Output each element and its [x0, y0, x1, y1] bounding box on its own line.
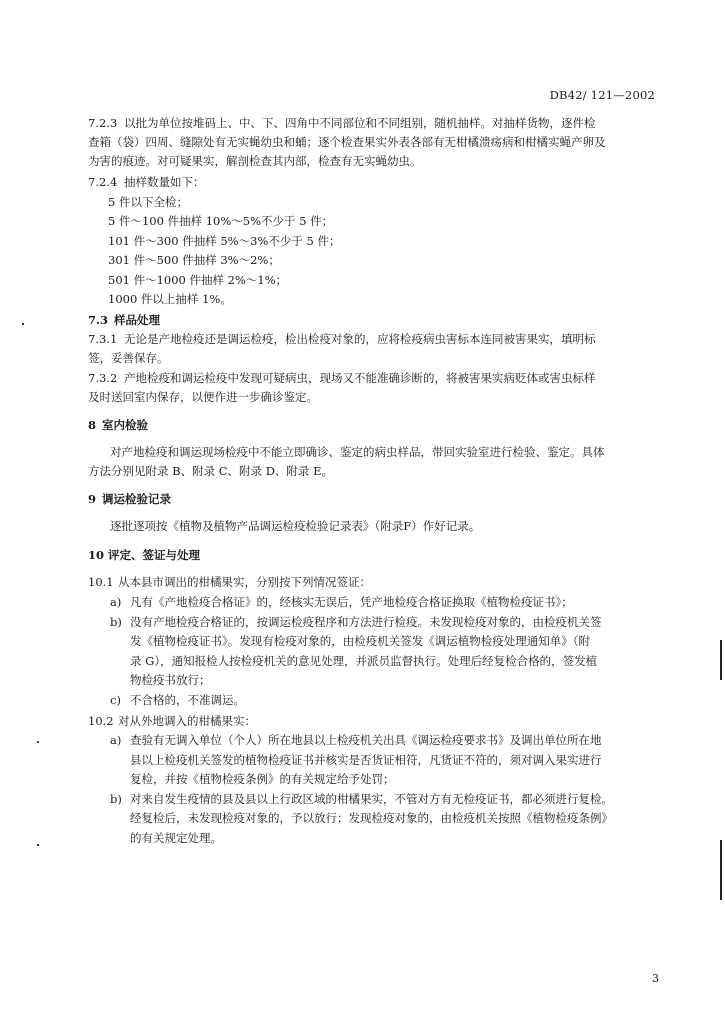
list-text: 凡有《产地检疫合格证》的，经核实无误后，凭产地检疫合格证换取《植物检疫证书》；	[130, 595, 573, 609]
sampling-rule: 301 件～500 件抽样 3%～2%；	[108, 253, 280, 267]
section-title: 调运检验记录	[102, 492, 171, 506]
standard-code: DB42/ 121—2002	[549, 88, 655, 102]
list-item-a-line-2: 县以上检疫机关签发的植物检疫证书并核实是否货证相符，凡货证不符的，须对调入果实进行	[130, 753, 602, 767]
list-item-b-line-2: 经复检后，未发现检疫对象的，予以放行；发现检疫对象的，由检疫机关按照《植物检疫条例》	[130, 811, 613, 825]
list-marker: a)	[110, 733, 122, 747]
clause-text: 以批为单位按堆码上、中、下、四角中不同部位和不同组别，随机抽样。对抽样货物，逐件检	[124, 116, 596, 130]
clause-number: 7.2.3	[88, 116, 118, 130]
clause-7-2-3-line-2: 查箱（袋）四周、缝隙处有无实蝇幼虫和蛹；逐个检查果实外表各部有无柑橘溃疡病和柑橘实蝇产卵及	[88, 135, 606, 149]
list-text: 不合格的，不准调运。	[130, 693, 245, 707]
sampling-rule: 501 件～1000 件抽样 2%～1%；	[108, 273, 288, 287]
clause-text: 产地检疫和调运检疫中发现可疑病虫，现场又不能准确诊断的，将被害果实病贬体或害虫标样	[124, 371, 596, 385]
scan-speck	[22, 323, 24, 325]
clause-number: 10.2	[88, 714, 114, 728]
sampling-rule: 5 件以下全检；	[108, 195, 188, 209]
paragraph-8-line-2: 方法分别见附录 B、附录 C、附录 D、附录 E。	[88, 464, 333, 478]
section-number: 10	[88, 548, 105, 562]
list-item-b-line-3: 的有关规定处理。	[130, 831, 222, 845]
list-item-b-line-4: 物检疫书放行；	[130, 673, 211, 687]
clause-text: 无论是产地检疫还是调运检疫，检出检疫对象的，应将检疫病虫害标本连同被害果实，填明标	[124, 332, 596, 346]
sampling-rule: 101 件～300 件抽样 5%～3%不少于 5 件；	[108, 234, 341, 248]
clause-text: 抽样数量如下：	[124, 175, 205, 189]
list-marker: b)	[110, 615, 122, 629]
section-number: 7.3	[88, 313, 109, 327]
section-title: 评定、签证与处理	[108, 548, 200, 562]
sampling-rule: 1000 件以上抽样 1%。	[108, 292, 232, 306]
scan-edge-line	[720, 840, 722, 900]
list-text: 对来自发生疫情的县及县以上行政区域的柑橘果实，不管对方有无检疫证书，都必须进行复检。	[130, 792, 613, 806]
clause-number: 7.3.2	[88, 371, 118, 385]
list-marker: a)	[110, 595, 122, 609]
paragraph-8-line-1: 对产地检疫和调运现场检疫中不能立即确诊、鉴定的病虫样品，带回实验室进行检验、鉴定。具体	[110, 445, 605, 459]
scan-speck	[37, 741, 39, 743]
clause-7-3-1-line-2: 签，妥善保存。	[88, 351, 169, 365]
scan-speck	[37, 844, 39, 846]
paragraph-9: 逐批逐项按《植物及植物产品调运检疫检验记录表》（附录F）作好记录。	[110, 519, 481, 533]
list-marker: b)	[110, 792, 122, 806]
section-title: 样品处理	[114, 313, 160, 327]
clause-text: 对从外地调入的柑橘果实：	[118, 714, 256, 728]
page-number: 3	[652, 972, 659, 985]
section-title: 室内检验	[102, 418, 148, 432]
scan-edge-line	[720, 640, 722, 680]
list-item-b-line-2: 发《植物检疫证书》。发现有检疫对象的，由检疫机关签发《调运植物检疫处理通知单》（附	[130, 634, 590, 648]
clause-text: 从本县市调出的柑橘果实，分别按下列情况签证：	[118, 575, 371, 589]
section-number: 9	[88, 492, 97, 506]
list-item-a-line-3: 复检，并按《植物检疫条例》的有关规定给予处罚；	[130, 772, 395, 786]
clause-number: 10.1	[88, 575, 114, 589]
list-marker: c)	[110, 693, 121, 707]
list-text: 查验有无调入单位（个人）所在地县以上检疫机关出具《调运检疫要求书》及调出单位所在地	[130, 733, 602, 747]
clause-number: 7.2.4	[88, 175, 118, 189]
list-item-b-line-3: 录 G），通知报检人按检疫机关的意见处理，并派员监督执行。处理后经复检合格的，签发植	[130, 654, 598, 668]
section-number: 8	[88, 418, 97, 432]
clause-number: 7.3.1	[88, 332, 118, 346]
sampling-rule: 5 件～100 件抽样 10%～5%不少于 5 件；	[108, 214, 334, 228]
clause-7-3-2-line-2: 及时送回室内保存，以便作进一步确诊鉴定。	[88, 390, 318, 404]
clause-7-2-3-line-3: 为害的痕迹。对可疑果实，解剖检查其内部，检查有无实蝇幼虫。	[88, 154, 422, 168]
list-text: 没有产地检疫合格证的，按调运检疫程序和方法进行检疫。未发现检疫对象的，由检疫机关签	[130, 615, 602, 629]
